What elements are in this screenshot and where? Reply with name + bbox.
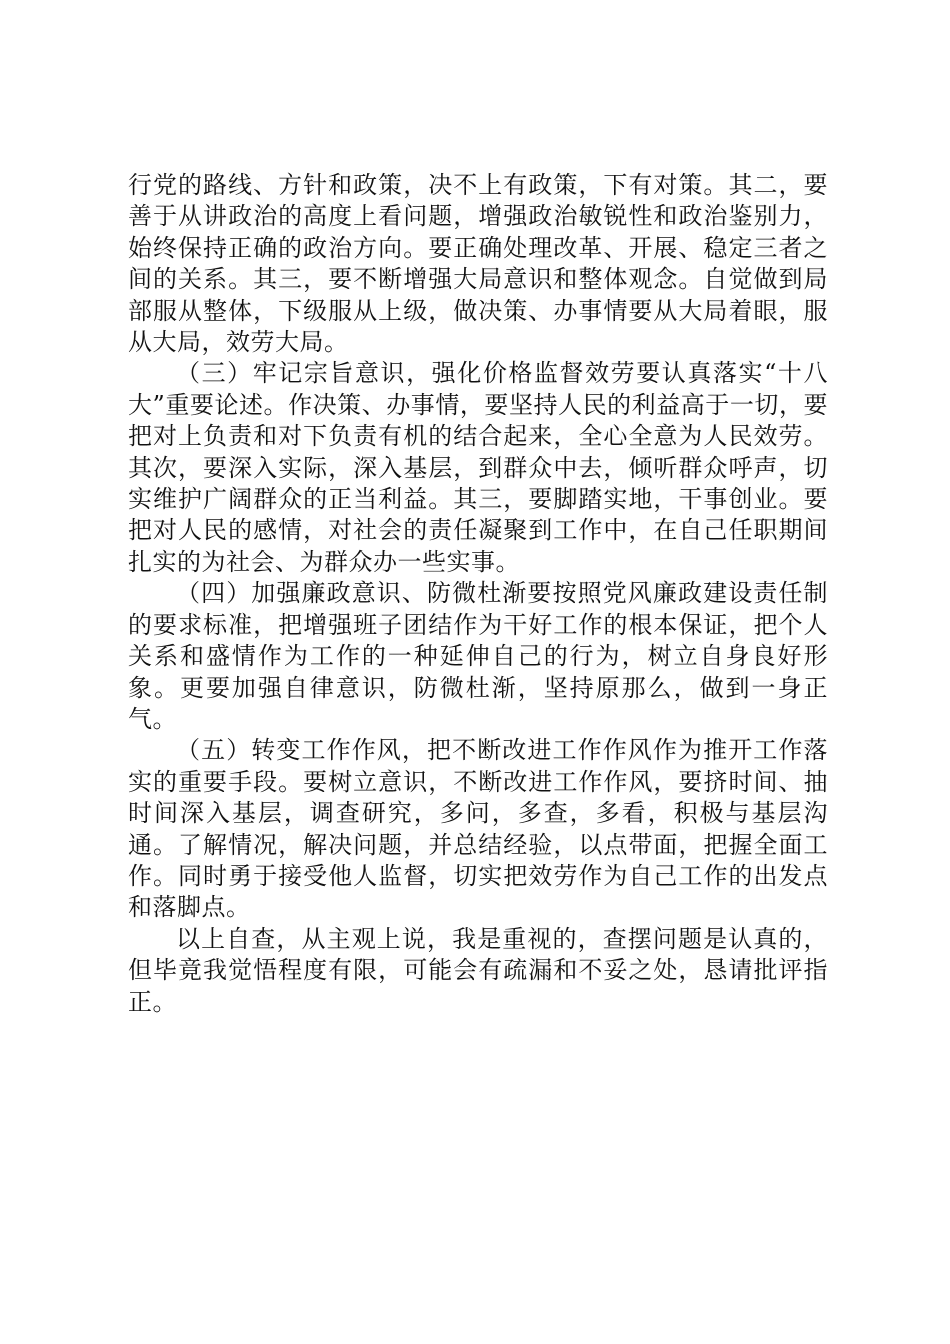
paragraph-section-four: （四）加强廉政意识、防微杜渐要按照党风廉政建设责任制的要求标准，把增强班子团结作为干好工作的根本保证，把个人关系和盛情作为工作的一种延伸自己的行为，树立自身良好形象。更要加强自律意识，防微杜渐，坚持原那么，做到一身正气。 — [128, 579, 828, 733]
paragraph-section-three: （三）牢记宗旨意识，强化价格监督效劳要认真落实“十八大”重要论述。作决策、办事情，要坚持人民的利益高于一切，要把对上负责和对下负责有机的结合起来，全心全意为人民效劳。其次，要深入实际，深入基层，到群众中去，倾听群众呼声，切实维护广阔群众的正当利益。其三，要脚踏实地，干事创业。要把对人民的感情，对社会的责任凝聚到工作中，在自己任职期间扎实的为社会、为群众办一些实事。 — [128, 359, 828, 576]
paragraph-continuation: 行党的路线、方针和政策，决不上有政策，下有对策。其二，要善于从讲政治的高度上看问题，增强政治敏锐性和政治鉴别力，始终保持正确的政治方向。要正确处理改革、开展、稳定三者之间的关系。其三，要不断增强大局意识和整体观念。自觉做到局部服从整体，下级服从上级，做决策、办事情要从大局着眼，服从大局，效劳大局。 — [128, 171, 828, 357]
paragraph-section-five: （五）转变工作作风，把不断改进工作作风作为推开工作落实的重要手段。要树立意识，不断改进工作作风，要挤时间、抽时间深入基层，调查研究，多问，多查，多看，积极与基层沟通。了解情况，解决问题，并总结经验，以点带面，把握全面工作。同时勇于接受他人监督，切实把效劳作为自己工作的出发点和落脚点。 — [128, 736, 828, 922]
document-page — [128, 170, 828, 1018]
paragraph-conclusion: 以上自查，从主观上说，我是重视的，查摆问题是认真的，但毕竟我觉悟程度有限，可能会有疏漏和不妥之处，恳请批评指正。 — [128, 924, 828, 1016]
